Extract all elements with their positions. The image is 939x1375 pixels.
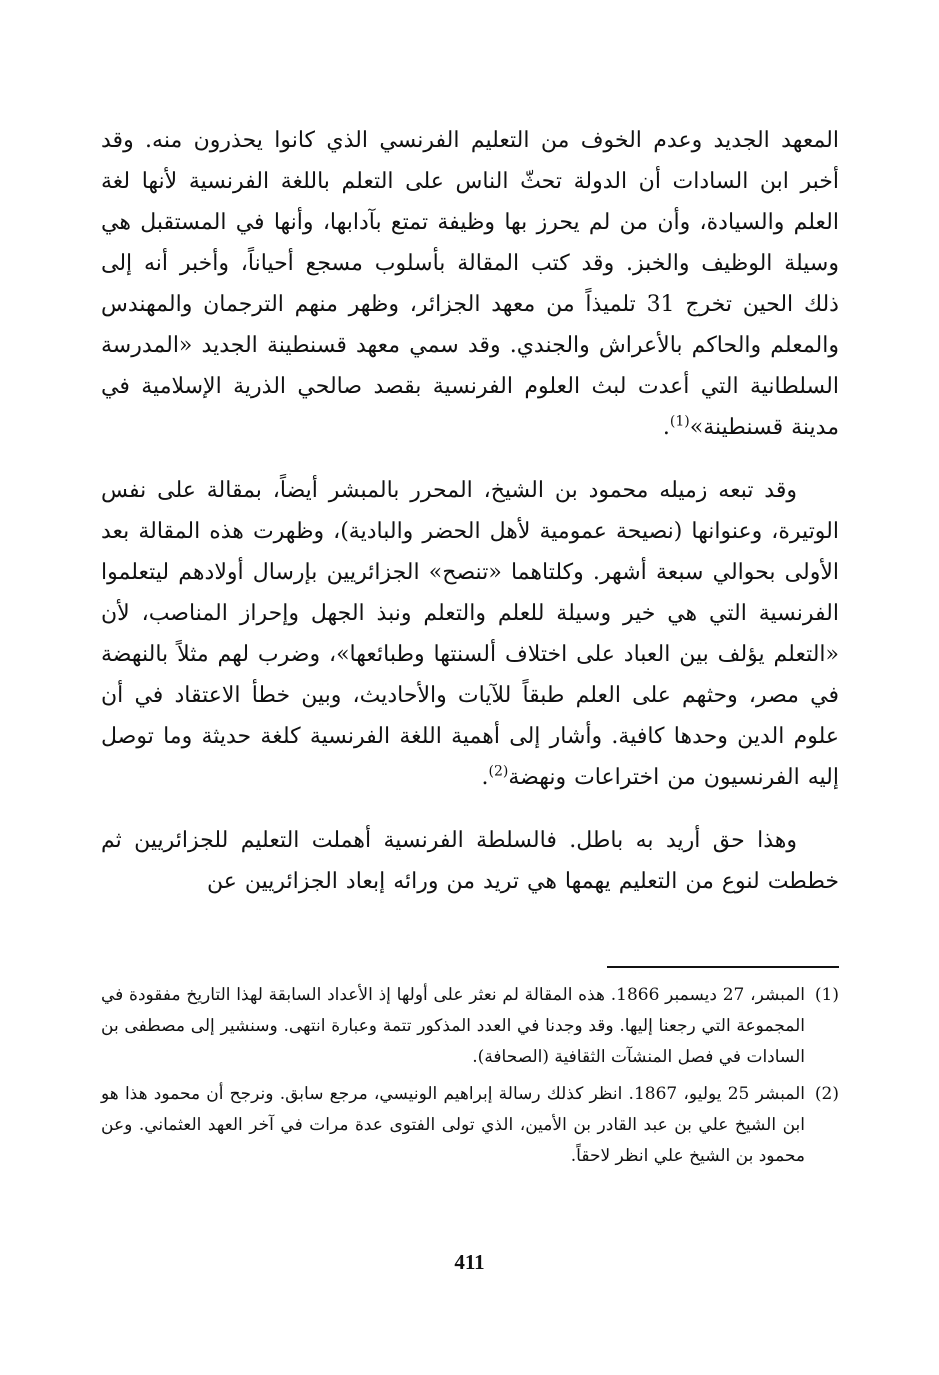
paragraph-2 [101, 470, 839, 798]
footnote-1-number: (1) [814, 985, 839, 1005]
footnote-ref-2: (2) [488, 763, 509, 780]
paragraph-2-text: وقد تبعه زميله محمود بن الشيخ، المحرر بالمبشر أيضاً، بمقالة على نفس الوتيرة، وعنوانها (نصيحة عمومية لأهل الحضر والبادية)، وظهرت هذه المقالة بعد الأولى بحوالي سبعة أشهر. وكلتاهما «تنصح» الجزائريين بإرسال أولادهم ليتعلموا الفرنسية التي هي خير وسيلة للعلم والتعلم ونبذ الجهل وإحراز المناصب، لأن «التعلم يؤلف بين العباد على اختلاف ألسنتها وطبائعها»، وضرب لهم مثلاً بالنهضة في مصر، وحثهم على العلم طبقاً للآيات والأحاديث، وبين خطأ الاعتقاد في أن علوم الدين وحدها كافية. وأشار إلى أهمية اللغة الفرنسية كلغة حديثة وما توصل إليه الفرنسيون من اختراعات ونهضة [101, 478, 839, 790]
paragraph-3 [101, 820, 839, 902]
footnotes [101, 980, 839, 1178]
main-text [101, 120, 839, 902]
footnote-divider [607, 966, 839, 968]
paragraph-1-text: المعهد الجديد وعدم الخوف من التعليم الفرنسي الذي كانوا يحذرون منه. وقد أخبر ابن السادات أن الدولة تحثّ الناس على التعلم باللغة الفرنسية لأنها لغة العلم والسيادة، وأن من لم يحرز بها وظيفة تمتع بآدابها، وأنها في المستقبل هي وسيلة الوظيف والخبز. وقد كتب المقالة بأسلوب مسجع أحياناً، وأخبر أنه إلى ذلك الحين تخرج 31 تلميذاً من معهد الجزائر، وظهر منهم الترجمان والمهندس والمعلم والحاكم بالأعراش والجندي. وقد سمي معهد قسنطينة الجديد «المدرسة السلطانية التي أعدت لبث العلوم الفرنسية بقصد صالحي الذرية الإسلامية في مدينة قسنطينة» [101, 128, 839, 440]
footnote-ref-1: (1) [669, 413, 690, 430]
footnote-2 [101, 1079, 839, 1172]
paragraph-1 [101, 120, 839, 448]
footnote-1 [101, 980, 839, 1073]
paragraph-2-end: . [481, 765, 489, 790]
paragraph-3-text: وهذا حق أريد به باطل. فالسلطة الفرنسية أهملت التعليم للجزائريين ثم خططت لنوع من التعليم يهمها هي تريد من ورائه إبعاد الجزائريين عن [101, 828, 839, 894]
footnote-1-text: المبشر، 27 ديسمبر 1866. هذه المقالة لم نعثر على أولها إذ الأعداد السابقة لهذا التاريخ مفقودة في المجموعة التي رجعنا إليها. وقد وجدنا في العدد المذكور تتمة وعبارة انتهى. وسنشير إلى مصطفى بن السادات في فصل المنشآت الثقافية (الصحافة). [101, 985, 805, 1067]
page-number: 411 [454, 1250, 485, 1274]
paragraph-1-end: . [662, 415, 670, 440]
footnote-2-number: (2) [814, 1084, 839, 1104]
footnote-2-text: المبشر 25 يوليو، 1867. انظر كذلك رسالة إبراهيم الونيسي، مرجع سابق. ونرجح أن محمود هذا هو ابن الشيخ علي بن عبد القادر بن الأمين، الذي تولى الفتوى عدة مرات في آخر العهد العثماني. وعن محمود بن الشيخ علي انظر لاحقاً. [101, 1084, 805, 1166]
